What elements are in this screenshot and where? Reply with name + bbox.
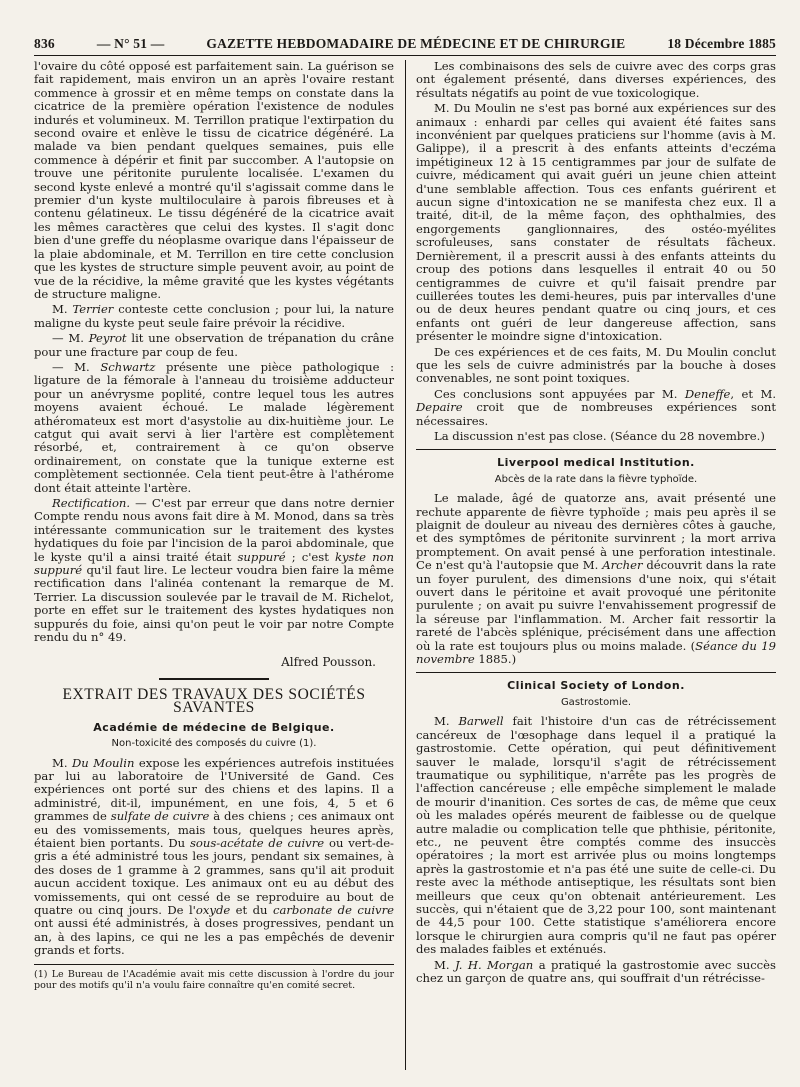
right-column xyxy=(416,60,776,991)
journal-title: GAZETTE HEBDOMADAIRE DE MÉDECINE ET DE CHIRURGIE xyxy=(206,36,626,51)
author-signature: Alfred Pousson. xyxy=(281,655,376,670)
paragraph-morgan: M. J. H. Morgan a pratiqué la gastrostomie avec succès chez un garçon de quatre ans, qui souffrait d'un rétrécisse- xyxy=(416,957,776,985)
issue-date: 18 Décembre 1885 xyxy=(667,36,776,51)
subheading-rate: Abcès de la rate dans la fièvre typhoïde. xyxy=(494,473,698,485)
paragraph-rectification: Rectification. — C'est par erreur que dans notre dernier Compte rendu nous avons fait dire à M. Monod, dans sa très intéressante communication sur le traitement des kystes hydatiques du foie par l'incision de la paroi abdominale, que le kyste qu'il a ainsi traité était suppuré ; c'est kyste non suppuré qu'il faut lire. Le lecteur voudra bien faire la même rectification dans l'alinéa contenant la remarque de M. Terrier. La discussion soulevée par le travail de M. Richelot, porte en effet sur le traitement des kystes hydatiques non suppurés du foie, ainsi qu'on peut le voir par notre Compte rendu du n° 49. xyxy=(34,496,394,645)
paragraph-conclusion: De ces expériences et de ces faits, M. Du Moulin conclut que les sels de cuivre administrés par la bouche à doses convenables, ne sont point toxiques. xyxy=(416,344,776,386)
society-heading-belgique: Académie de médecine de Belgique. xyxy=(93,720,335,734)
page-header xyxy=(34,36,776,56)
subheading-cuivre: Non-toxicité des composés du cuivre (1). xyxy=(111,738,317,750)
paragraph-sels-cuivre: Les combinaisons des sels de cuivre avec des corps gras ont également présenté, dans diverses expériences, des résultats négatifs au point de vue toxicologique. xyxy=(416,59,776,100)
page-number: 836 xyxy=(34,36,55,51)
newspaper-page xyxy=(34,36,776,1076)
left-column xyxy=(34,60,394,991)
paragraph-du-moulin: M. Du Moulin expose les expériences autrefois instituées par lui au laboratoire de l'Université de Gand. Ces expériences ont porté sur des chiens et des lapins. Il a administré, dit-il, impunément, en une fois, 4, 5 et 6 grammes de sulfate de cuivre à des chiens ; ces animaux ont eu des vomissements, mais tous, quelques heures après, étaient bien portants. Du sous-acétate de cuivre ou vert-de-gris a été administré tous les jours, pendant six semaines, à des doses de 1 gramme à 2 grammes, sans qu'il ait produit aucun accident toxique. Les animaux ont eu au début des vomissements, qui ont cessé de se reproduire au bout de quatre ou cinq jours. De l'oxyde et du carbonate de cuivre ont aussi été administrés, à doses progressives, pendant un an, à des lapins, ce qui ne les a pas empêchés de devenir grands et forts. xyxy=(34,755,395,958)
paragraph-peyrot: — M. Peyrot lit une observation de trépanation du crâne pour une fracture par coup de feu. xyxy=(34,331,394,359)
paragraph-deneffe: Ces conclusions sont appuyées par M. Deneffe, et M. Depaire croit que de nombreuses expériences sont nécessaires. xyxy=(416,386,776,428)
paragraph-schwartz: — M. Schwartz présente une pièce pathologique : ligature de la fémorale à l'anneau du troisième adducteur pour un anévrysme poplité, contre lequel tous les autres moyens avaient échoué. Le malade légèrement athéromateux est mort d'asystolie au dix-huitième jour. Le catgut qui avait servi à lier l'artère est complètement résorbé, et, contrairement à ce qu'on observe ordinairement, on constate que la tunique externe est complètement sectionnée. Cela tient peut-être à l'athérome dont était atteinte l'artère. xyxy=(34,359,394,495)
paragraph-barwell: M. Barwell fait l'histoire d'un cas de rétrécissement cancéreux de l'œsophage dans lequel il a pratiqué la gastrostomie. Cette opération, qui peut définitivement sauver le malade, lorsqu'il s'agit de rétrécissement traumatique ou syphilitique, n'arrête pas les progrès de l'affection cancéreuse ; elle empêche simplement le malade de mourir d'inanition. Ces sortes de cas, de même que ceux où les malades opérés meurent de faiblesse ou de quelque autre maladie ou complication telle que phthisie, péritonite, etc., ne peuvent être comptés comme des insuccès opératoires ; la mort est arrivée plus ou moins longtemps après la gastrostomie et n'a pas été une suite de celle-ci. Du reste avec la méthode antiseptique, les résultats sont bien meilleurs que ceux qu'on obtenait antérieurement. Les succès, qui n'étaient que de 3,22 pour 100, sont maintenant de 44,5 pour 100. Cette statistique s'améliorera encore lorsque le chirurgien aura compris qu'il ne faut pas opérer des malades faibles et exténués. xyxy=(416,714,776,957)
column-divider xyxy=(405,60,406,1070)
section-title: EXTRAIT DES TRAVAUX DES SOCIÉTÉS SAVANTES xyxy=(62,685,366,717)
section-divider xyxy=(159,678,269,680)
two-column-body xyxy=(34,60,776,991)
divider-london xyxy=(416,672,776,673)
issue-number: — N° 51 — xyxy=(96,36,165,51)
subheading-gastrostomie: Gastrostomie. xyxy=(560,696,632,708)
paragraph-terrier: M. Terrier conteste cette conclusion ; pour lui, la nature maligne du kyste peut seule faire prévoir la récidive. xyxy=(34,302,394,330)
society-heading-liverpool: Liverpool medical Institution. xyxy=(497,456,695,470)
paragraph-enfants: M. Du Moulin ne s'est pas borné aux expériences sur des animaux : enhardi par celles qui avaient été faites sans inconvénient par quelques praticiens sur l'homme (avis à M. Galippe), il a prescrit à des enfants atteints d'eczéma impétigineux 12 à 15 centigrammes par jour de sulfate de cuivre, médicament qui avait guéri un jeune chien atteint d'une semblable affection. Tous ces enfants guérirent et aucun signe d'intoxication ne se manifesta chez eux. Il a traité, dit-il, de la même façon, des ophthalmies, des engorgements ganglionnaires, des ostéo-myélites scrofuleuses, sans constater de résultats fâcheux. Dernièrement, il a prescrit aussi à des enfants atteints du croup des potions dans lesquelles il entrait 40 ou 50 centigrammes de cuivre et qu'il faisait prendre par cuillerées toutes les demi-heures, puis par intervalles d'une ou de deux heures pendant quatre ou cinq jours, et ces enfants ont guéri de leur dangereuse affection, sans présenter le moindre signe d'intoxication. xyxy=(416,101,776,344)
footnote: (1) Le Bureau de l'Académie avait mis cette discussion à l'ordre du jour pour des motifs qu'il n'a voulu faire connaître qu'en comité secret. xyxy=(34,964,394,991)
society-heading-london: Clinical Society of London. xyxy=(507,679,685,693)
paragraph-archer: Le malade, âgé de quatorze ans, avait présenté une rechute apparente de fièvre typhoïde ; mais peu après il se plaignit de douleur au niveau des dernières côtes à gauche, et des symptômes de péritonite survinrent ; la mort arriva promptement. On avait pensé à une perforation intestinale. Ce n'est qu'à l'autopsie que M. Archer découvrit dans la rate un foyer purulent, des dimensions d'une noix, qui s'était ouvert dans le péritoine et avait provoqué une péritonite purulente ; on avait pu suivre l'envahissement progressif de la séreuse par l'inflammation. M. Archer fait ressortir la rareté de l'abcès splénique, précisément dans une affection où la rate est toujours plus ou moins malade. (Séance du 19 novembre 1885.) xyxy=(416,491,776,667)
paragraph-terrillon: l'ovaire du côté opposé est parfaitement sain. La guérison se fait rapidement, mais environ un an après l'ovaire restant commence à grossir et en même temps on constate dans la cicatrice de la première opération l'existence de nodules indurés et volumineux. M. Terrillon pratique l'extirpation du second ovaire et enlève le tissu de cicatrice dégénéré. La malade va bien pendant quelques semaines, puis elle commence à dépérir et finit par succomber. A l'autopsie on trouve une péritonite purulente localisée. L'examen du second kyste enlevé a montré qu'il s'agissait comme dans le premier d'un kyste multiloculaire à parois fibreuses et à contenu gélatineux. Le tissu dégénéré de la cicatrice avait les mêmes caractères que celui des kystes. Il s'agit donc bien d'une greffe du néoplasme ovarique dans l'épaisseur de la plaie abdominale, et M. Terrillon en tire cette conclusion que les kystes de structure simple peuvent avoir, au point de vue de la récidive, la même gravité que les kystes végétants de structure maligne. xyxy=(34,59,394,301)
divider-liverpool xyxy=(416,449,776,450)
paragraph-seance: La discussion n'est pas close. (Séance du 28 novembre.) xyxy=(434,428,765,443)
